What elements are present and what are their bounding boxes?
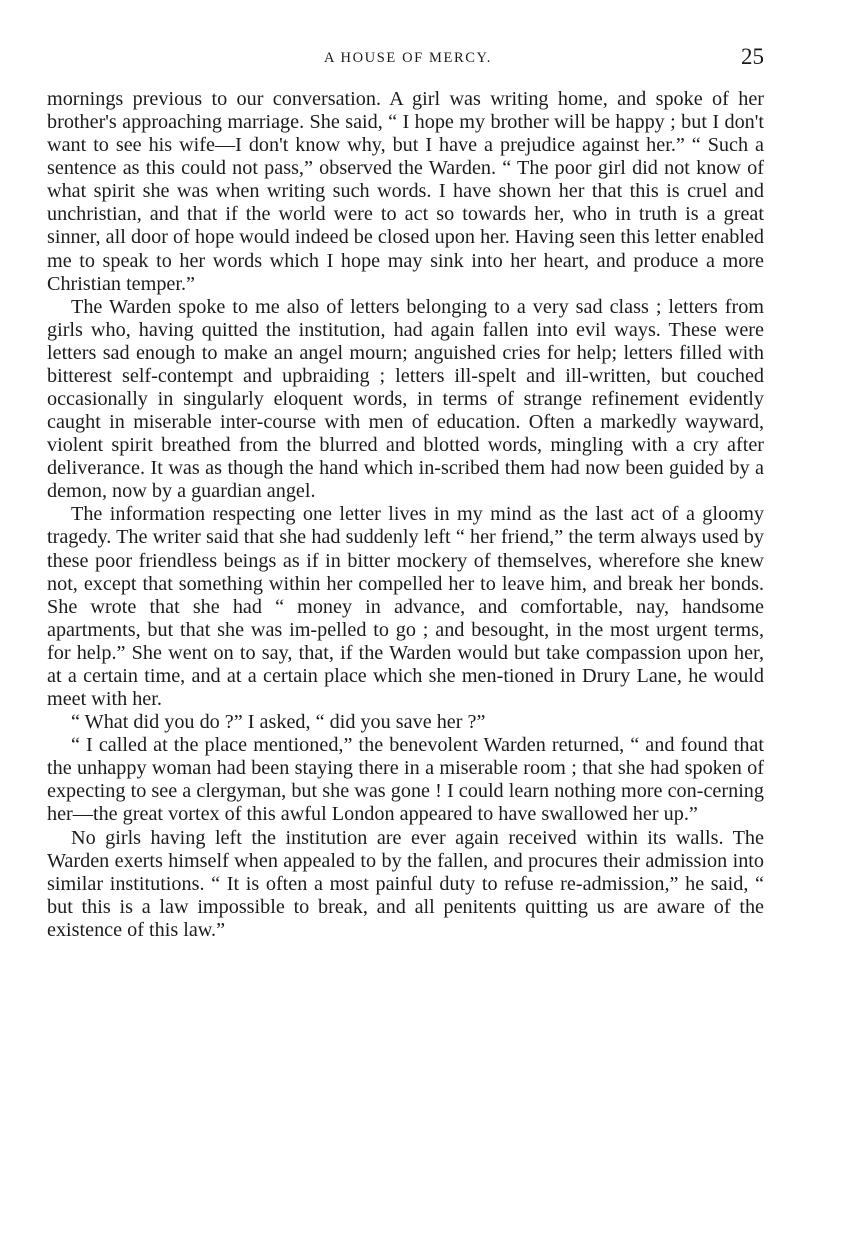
paragraph: “ I called at the place mentioned,” the benevolent Warden returned, “ and found that the unhappy woman had been staying there in a miserable room ; that she had spoken of expecting to see a clergyman, but she was gone ! I could learn nothing more con-cerning her—the great vortex of this awful London appeared to have swallowed her up.” [47,734,764,826]
paragraph: “ What did you do ?” I asked, “ did you save her ?” [71,711,486,734]
running-title: A HOUSE OF MERCY. [324,50,492,66]
page-number: 25 [741,44,764,69]
body-text [47,88,764,942]
running-head [48,44,768,74]
paragraph: mornings previous to our conversation. A girl was writing home, and spoke of her brother's approaching marriage. She said, “ I hope my brother will be happy ; but I don't want to see his wife—I don't know why, but I have a prejudice against her.” “ Such a sentence as this could not pass,” observed the Warden. “ The poor girl did not know of what spirit she was when writing such words. I have shown her that this is cruel and unchristian, and that if the world were to act so towards her, who in truth is a great sinner, all door of hope would indeed be closed upon her. Having seen this letter enabled me to speak to her words which I hope may sink into her heart, and produce a more Christian temper.” [47,88,764,295]
paragraph: The information respecting one letter lives in my mind as the last act of a gloomy tragedy. The writer said that she had suddenly left “ her friend,” the term always used by these poor friendless beings as if in bitter mockery of themselves, wherefore she knew not, except that something within her compelled her to leave him, and break her bonds. She wrote that she had “ money in advance, and comfortable, nay, handsome apartments, but that she was im-pelled to go ; and besought, in the most urgent terms, for help.” She went on to say, that, if the Warden would but take compassion upon her, at a certain time, and at a certain place which she men-tioned in Drury Lane, he would meet with her. [47,503,764,711]
paragraph: No girls having left the institution are ever again received within its walls. The Warden exerts himself when appealed to by the fallen, and procures their admission into similar institutions. “ It is often a most painful duty to refuse re-admission,” he said, “ but this is a law impossible to break, and all penitents quitting us are aware of the existence of this law.” [47,826,764,941]
paragraph: The Warden spoke to me also of letters belonging to a very sad class ; letters from girls who, having quitted the institution, had again fallen into evil ways. These were letters sad enough to make an angel mourn; anguished cries for help; letters filled with bitterest self-contempt and upbraiding ; letters ill-spelt and ill-written, but couched occasionally in singularly eloquent words, in terms of strange refinement evidently caught in miserable inter-course with men of education. Often a markedly wayward, violent spirit breathed from the blurred and blotted words, mingling with a cry after deliverance. It was as though the hand which in-scribed them had now been guided by a demon, now by a guardian angel. [47,295,764,503]
